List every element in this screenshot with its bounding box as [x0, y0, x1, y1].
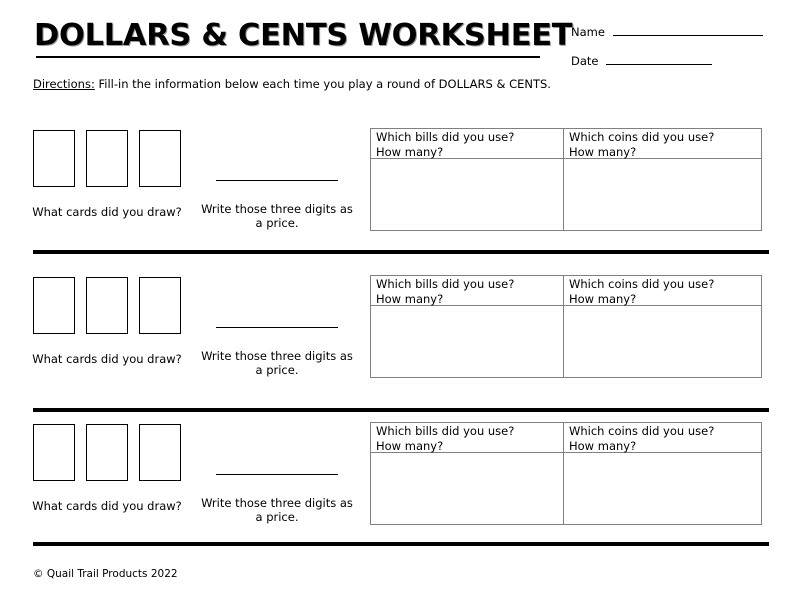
date-label: Date — [571, 54, 599, 68]
card-slot-2[interactable] — [86, 130, 128, 187]
bills-column — [371, 129, 564, 230]
bills-header — [371, 129, 563, 159]
card-slot-1[interactable] — [33, 424, 75, 481]
round-separator — [33, 542, 769, 546]
title-underline — [36, 56, 540, 58]
bills-question: Which bills did you use? — [376, 277, 515, 291]
money-table — [370, 422, 762, 525]
coins-answer-cell[interactable] — [564, 453, 761, 523]
coins-question: Which coins did you use? — [569, 130, 715, 144]
date-blank[interactable] — [606, 54, 712, 65]
price-answer-line[interactable] — [216, 180, 338, 181]
round-3 — [0, 424, 792, 548]
card-slot-3[interactable] — [139, 277, 181, 334]
round-2 — [0, 277, 792, 401]
card-slot-3[interactable] — [139, 424, 181, 481]
price-answer-line[interactable] — [216, 327, 338, 328]
cards-caption: What cards did you draw? — [32, 352, 182, 366]
card-slot-2[interactable] — [86, 277, 128, 334]
card-slot-1[interactable] — [33, 130, 75, 187]
price-answer-line[interactable] — [216, 474, 338, 475]
bills-header — [371, 276, 563, 306]
bills-how-many: How many? — [376, 438, 444, 453]
price-caption: Write those three digits as a price. — [201, 496, 353, 524]
directions-label: Directions: — [33, 77, 95, 91]
price-caption: Write those three digits as a price. — [201, 202, 353, 230]
card-slot-2[interactable] — [86, 424, 128, 481]
coins-header — [564, 276, 761, 306]
coins-header — [564, 423, 761, 453]
bills-answer-cell[interactable] — [371, 159, 563, 229]
bills-column — [371, 276, 564, 377]
coins-question: Which coins did you use? — [569, 424, 715, 438]
date-field[interactable] — [571, 54, 712, 68]
coins-column — [564, 423, 761, 524]
cards-caption: What cards did you draw? — [32, 499, 182, 513]
worksheet-title: DOLLARS & CENTS WORKSHEET — [34, 18, 573, 53]
round-separator — [33, 250, 769, 254]
cards-caption: What cards did you draw? — [32, 205, 182, 219]
bills-question: Which bills did you use? — [376, 424, 515, 438]
name-blank[interactable] — [613, 25, 763, 36]
bills-header — [371, 423, 563, 453]
copyright-footer: © Quail Trail Products 2022 — [33, 568, 178, 580]
coins-answer-cell[interactable] — [564, 306, 761, 376]
bills-question: Which bills did you use? — [376, 130, 515, 144]
bills-answer-cell[interactable] — [371, 453, 563, 523]
name-field[interactable] — [571, 25, 763, 39]
directions — [33, 77, 551, 91]
round-1 — [0, 130, 792, 254]
coins-how-many: How many? — [569, 144, 637, 159]
coins-how-many: How many? — [569, 291, 637, 306]
money-table — [370, 128, 762, 231]
round-separator — [33, 408, 769, 412]
price-caption: Write those three digits as a price. — [201, 349, 353, 377]
name-label: Name — [571, 25, 605, 39]
coins-how-many: How many? — [569, 438, 637, 453]
bills-answer-cell[interactable] — [371, 306, 563, 376]
coins-column — [564, 276, 761, 377]
bills-column — [371, 423, 564, 524]
coins-column — [564, 129, 761, 230]
bills-how-many: How many? — [376, 144, 444, 159]
coins-answer-cell[interactable] — [564, 159, 761, 229]
coins-question: Which coins did you use? — [569, 277, 715, 291]
directions-text: Fill-in the information below each time you play a round of DOLLARS & CENTS. — [94, 77, 551, 91]
money-table — [370, 275, 762, 378]
bills-how-many: How many? — [376, 291, 444, 306]
card-slot-1[interactable] — [33, 277, 75, 334]
coins-header — [564, 129, 761, 159]
card-slot-3[interactable] — [139, 130, 181, 187]
